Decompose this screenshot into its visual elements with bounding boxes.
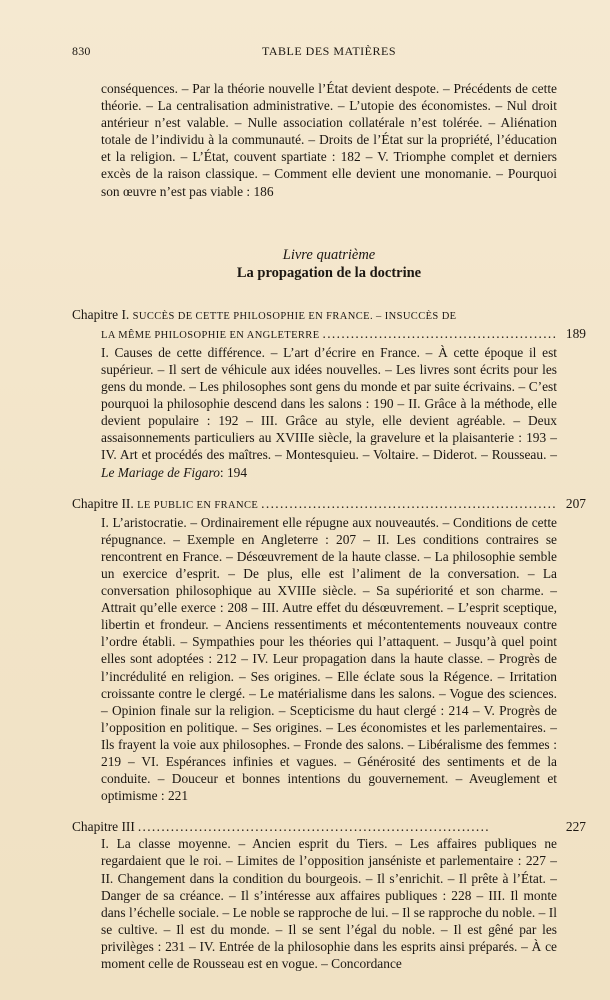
chapter-heading-line2 [101,325,586,344]
book-title: La propagation de la doctrine [236,264,422,281]
dot-leader [323,325,557,342]
chapter-summary-text: I. Causes de cette différence. – L’art d’écrire en France. – À cette époque il est supérieur. – Il sert de véhicule aux idées nouvelles. – Les livres sont écrits pour les gens du monde. – Les philosophes sont gens du monde et par suite écrivains. – C’est pourquoi la philosophie descend dans les salons : 190 – II. Grâce à la méthode, elle devient populaire : 192 – III. Grâce au style, elle devient agréable. – Deux assaisonnements particuliers au XVIIIe siècle, la gravelure et la plaisanterie : 193 – IV. Art et procédés des maîtres. – Montesquieu. – Voltaire. – Diderot. – Rousseau. – [101,344,557,463]
chapter-title: LE PUBLIC EN FRANCE [137,499,259,511]
chapter-summary: I. La classe moyenne. – Ancien esprit du Tiers. – Les affaires publiques ne regardaient que le roi. – Limites de l’opposition janséniste et parlementaire : 227 – II. Changement dans la condition du bourgeois. – Il s’enrichit. – Il prête à l’État. – Danger de sa créance. – Il s’intéresse aux affaires publiques : 228 – III. Il monte dans l’échelle sociale. – Le noble se rapproche de lui. – Il se rapproche du noble. – Il se cultive. – Il est du monde. – Il se sent l’égal du noble. – Il est gêné par les privilèges : 231 – IV. Entrée de la philosophie dans les esprits ainsi préparés. – À ce moment celle de Rousseau est en vogue. – Concordance [101,836,557,972]
chapter-summary [101,344,557,481]
chapter-heading [72,818,586,835]
chapter-summary: I. L’aristocratie. – Ordinairement elle répugne aux nouveautés. – Conditions de cette répugnance. – Exemple en Angleterre : 207 – II. Les conditions contraires se rencontrent en France. – Désœuvrement de la haute classe. – La philosophie semble un exercice d’esprit. – De plus, elle est l’aliment de la conversation. – La conversation philosophique au XVIIIe siècle. – Sa supériorité et son charme. – Attrait qu’elle exerce : 208 – III. Autre effet du désœuvrement. – L’esprit sceptique, libertin et frondeur. – Anciens ressentiments et mécontentements nouveaux contre l’ordre établi. – Sympathies pour les théories qui l’attaquent. – Jusqu’à quel point elles sont adoptées : 212 – IV. Leur propagation dans la haute classe. – Progrès de l’incrédulité en religion. – Ses origines. – Elle éclate sous la Régence. – Irritation croissante contre le clergé. – Le matérialisme dans les salons. – Vogue des sciences. – Opinion finale sur la religion. – Scepticisme du haut clergé : 214 – V. Progrès de l’opposition en politique. – Ses origines. – Les économistes et les parlementaires. – Ils frayent la voie aux philosophes. – Fronde des salons. – Libéralisme des femmes : 219 – VI. Espérances infinies et vagues. – Générosité des sentiments et de la conduite. – Douceur et bonnes intentions du gouvernement. – Aveuglement et optimisme : 221 [101,514,557,804]
dot-leader [261,495,557,512]
chapter-page: 227 [565,819,586,835]
chapter-title-continued: LA MÊME PHILOSOPHIE EN ANGLETERRE [101,329,320,341]
chapter-page: 207 [565,495,586,511]
chapter-title: SUCCÈS DE CETTE PHILOSOPHIE EN FRANCE. – INSUCCÈS DE [132,310,457,322]
chapter-summary-end: : 194 [219,464,248,480]
chapter-heading [72,495,586,514]
chapter-entry [72,306,586,481]
intro-paragraph: conséquences. – Par la théorie nouvelle l’État devient despote. – Précédents de cette théorie. – La centralisation administrative. – L’utopie des économistes. – Nul droit antérieur n’est valable. – Nulle association collatérale n’est tolérée. – Aliénation totale de l’individu à la communauté. – Droits de l’État sur la propriété, l’éducation et la religion. – L’État, couvent spartiate : 182 – V. Triomphe complet et derniers excès de la raison classique. – Comment elle devient une monomanie. – Pourquoi son œuvre n’est pas viable : 186 [101,81,557,199]
chapter-summary-italic: Le Mariage de Figaro [101,464,220,480]
page-number: 830 [72,44,91,58]
chapter-label: Chapitre II. [72,495,134,511]
chapter-entry [72,495,586,805]
chapter-page: 189 [565,325,586,341]
chapter-label: Chapitre I. [72,306,130,322]
page-header [72,44,586,60]
book-heading [72,246,586,282]
chapter-heading [72,306,586,325]
table-of-contents [72,80,586,972]
running-title: TABLE DES MATIÈRES [261,44,397,58]
book-label: Livre quatrième [282,246,376,263]
chapter-entry [72,818,586,972]
dot-leader [138,818,557,835]
chapter-label: Chapitre III [72,819,135,835]
